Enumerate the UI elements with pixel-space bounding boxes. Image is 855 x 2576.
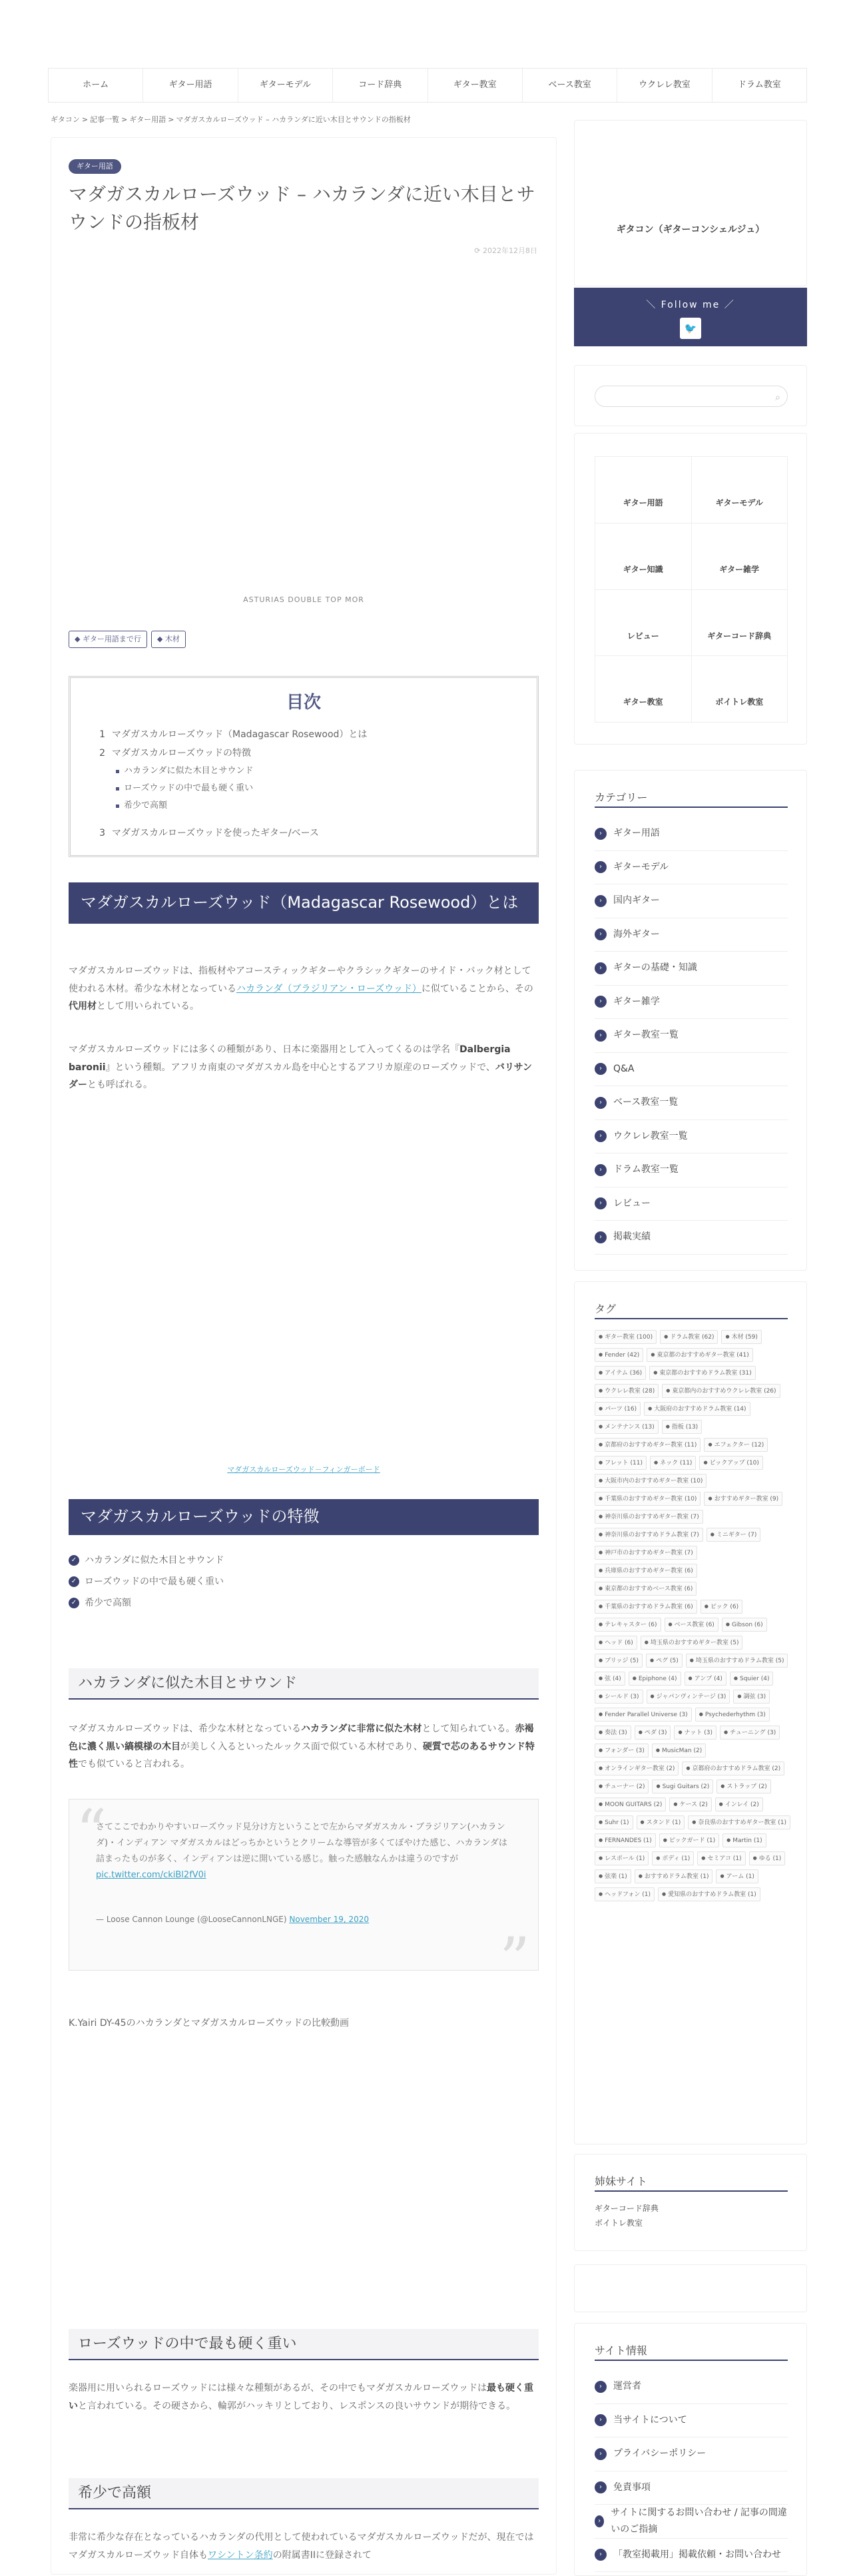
tag-chip[interactable]: ● Squier (4) — [730, 1672, 774, 1686]
breadcrumb-item: マダガスカルローズウッド – ハカランダに近い木目とサウンドの指板材 — [176, 115, 411, 124]
tag-chip[interactable]: ● 京都府のおすすめドラム教室 (2) — [682, 1762, 784, 1775]
category-list — [595, 817, 788, 1255]
section-heading: マダガスカルローズウッド（Madagascar Rosewood）とは — [69, 882, 539, 924]
category-label: 海外ギター — [613, 928, 660, 940]
category-label: ギターモデル — [613, 861, 669, 872]
nav-item[interactable]: ベース教室 — [523, 69, 617, 102]
tag-chip[interactable]: ● ゆる (1) — [749, 1851, 786, 1865]
sister-site-link[interactable]: ギターコード辞典 — [595, 2204, 659, 2213]
sister-site-link[interactable]: ボイトレ教室 — [595, 2218, 643, 2228]
tag-chip[interactable]: ● ナット (3) — [674, 1726, 716, 1740]
tag-chip[interactable]: ● FERNANDES (1) — [595, 1833, 656, 1847]
tag-chip[interactable]: ● ベース教室 (6) — [665, 1618, 718, 1632]
tag-icon: ◆ — [156, 635, 165, 643]
tag-chip[interactable]: ● ウクレレ教室 (28) — [595, 1384, 659, 1398]
toc-num: 1 — [99, 729, 105, 740]
breadcrumb-separator: > — [81, 115, 89, 124]
chevron-right-icon: › — [595, 1097, 607, 1109]
tag-chip[interactable]: ● フレット (11) — [595, 1456, 647, 1470]
breadcrumb-item[interactable]: 記事一覧 — [90, 115, 120, 124]
site-info-title: サイト情報 — [595, 2344, 788, 2361]
toc-label: マダガスカルローズウッドを使ったギター/ベース — [112, 827, 319, 838]
paragraph — [69, 1041, 539, 1094]
toc-num: 3 — [99, 827, 105, 838]
paragraph — [69, 2529, 539, 2564]
tag-chip[interactable]: ● 調弦 (3) — [733, 1690, 770, 1704]
tag-chip[interactable]: ● ヘッド (6) — [595, 1636, 637, 1650]
publish-date: ⟳ 2022年12月8日 — [474, 246, 537, 255]
site-info-list — [595, 2370, 788, 2572]
global-nav — [48, 68, 807, 103]
tag-chip[interactable]: ● チューニング (3) — [720, 1726, 780, 1740]
nav-item[interactable]: ウクレレ教室 — [617, 69, 712, 102]
tag-chip[interactable]: ● ブリッジ (5) — [595, 1654, 643, 1668]
toc-subitem[interactable]: ローズウッドの中で最も硬く重い — [91, 780, 517, 797]
tag-chip[interactable]: ● セミアコ (1) — [697, 1851, 745, 1865]
category-label: ベース教室一覧 — [613, 1097, 679, 1108]
checklist-item — [69, 1550, 539, 1571]
tag-chip[interactable]: ● ジャパンヴィンテージ (3) — [647, 1690, 730, 1704]
chevron-right-icon: › — [595, 1164, 607, 1176]
quote-body: さてここでわかりやすいローズウッド見分け方ということで左からマダガスカル・ブラジリアン(ハカランダ)・インディアン マダガスカルはどっちかというとクリームな導管が多くてぼやけた感じ、ハカランダは詰まったものが多く、インディアンは逆に開いている感じ。触った感触なんかは違うのですが — [96, 1822, 507, 1865]
tag-chip[interactable]: ● スタンド (1) — [637, 1815, 685, 1829]
grid-menu-item[interactable]: ギター教室 — [595, 656, 692, 723]
toc-label: マダガスカルローズウッド（Madagascar Rosewood）とは — [112, 729, 368, 740]
grid-menu — [595, 456, 788, 723]
table-of-contents — [69, 676, 539, 857]
checklist-label: 希少で高額 — [85, 1598, 131, 1608]
category-label: Q&A — [613, 1063, 635, 1074]
tag-chip[interactable]: ● 木材 (59) — [721, 1330, 761, 1344]
tag-chip[interactable]: ● ヘッドフォン (1) — [595, 1887, 655, 1901]
sister-sites-title: 姉妹サイト — [595, 2174, 788, 2192]
bold-text: ハカランダに非常に似た木材 — [301, 1724, 422, 1734]
tag-button[interactable] — [151, 631, 186, 648]
search-input[interactable] — [595, 386, 788, 407]
category-label: ウクレレ教室一覧 — [613, 1130, 688, 1141]
toc-item[interactable] — [91, 744, 517, 763]
quote-text — [96, 1819, 511, 1883]
tags-widget — [574, 1281, 807, 2144]
text-run: に似ていることから、その — [421, 983, 533, 994]
text-run: マダガスカルローズウッドは、希少な木材となっている — [69, 1724, 302, 1734]
category-label: レビュー — [613, 1197, 651, 1209]
category-item[interactable] — [595, 884, 788, 918]
chevron-right-icon: › — [595, 895, 607, 907]
category-label: ギター用語 — [613, 828, 660, 839]
nav-item[interactable]: ギター教室 — [428, 69, 523, 102]
tag-chip[interactable]: ● ペダ (3) — [635, 1726, 671, 1740]
tag-chip[interactable]: ● アンプ (4) — [685, 1672, 726, 1686]
bold-text: 硬質で芯のあるサウンド特性 — [69, 1741, 535, 1770]
tag-chip[interactable]: ● ボディ (1) — [652, 1851, 694, 1865]
paragraph — [69, 962, 539, 1016]
tag-chip[interactable]: ● 愛知県のおすすめドラム教室 (1) — [658, 1887, 760, 1901]
tag-chip[interactable]: ● Sugi Guitars (2) — [652, 1779, 713, 1793]
breadcrumb-separator: > — [168, 115, 174, 124]
chevron-right-icon: › — [595, 2549, 607, 2561]
category-label: ギターの基礎・知識 — [613, 962, 697, 974]
toc-subitem[interactable]: ハカランダに似た木目とサウンド — [91, 763, 517, 780]
sister-sites-widget — [574, 2154, 807, 2251]
image-caption-link[interactable]: マダガスカルローズウッド－フィンガーボード — [227, 1465, 380, 1474]
open-quote-icon: “ — [76, 1797, 107, 1867]
tag-chip[interactable]: ● MusicMan (2) — [652, 1744, 706, 1758]
grid-menu-item[interactable]: ギターモデル — [692, 457, 788, 523]
tag-chip[interactable]: ● 東京都のおすすめベース教室 (6) — [595, 1582, 697, 1596]
tag-chip[interactable]: ● 埼玉県のおすすめドラム教室 (5) — [686, 1654, 788, 1668]
site-info-item[interactable] — [595, 2471, 788, 2505]
nav-item[interactable]: ギター用語 — [143, 69, 238, 102]
text-run: が美しく入るといったルックス面で似ている木材であり、 — [180, 1741, 423, 1752]
category-item[interactable] — [595, 851, 788, 885]
check-icon: ✓ — [69, 1598, 79, 1608]
tag-chip[interactable]: ● 神戸市のおすすめギター教室 (7) — [595, 1546, 697, 1560]
tag-chip[interactable]: ● ペグ (5) — [646, 1654, 683, 1668]
text-run: と言われている。その硬さから、輪郭がハッキリとしており、レスポンスの良いサウンドが期待できる。 — [78, 2400, 516, 2412]
tag-chip[interactable]: ● アイテム (36) — [595, 1366, 646, 1380]
tag-chip[interactable]: ● おすすめドラム教室 (1) — [635, 1869, 713, 1883]
hero-image-caption: ASTURIAS DOUBLE TOP MOR — [243, 595, 364, 604]
category-badge[interactable]: ギター用語 — [69, 159, 121, 174]
close-quote-icon: ” — [499, 1925, 530, 1995]
tag-chip[interactable]: ● 千葉県のおすすめギター教室 (10) — [595, 1492, 701, 1506]
chevron-right-icon: › — [595, 2381, 607, 2393]
tweet-image-link[interactable]: pic.twitter.com/ckiBl2fV0i — [96, 1870, 206, 1881]
category-label: 掲載実績 — [613, 1231, 651, 1243]
tag-chip[interactable]: ● ドラム教室 (62) — [660, 1330, 718, 1344]
tag-chip[interactable]: ● 大阪市内のおすすめギター教室 (10) — [595, 1474, 707, 1488]
breadcrumb-item[interactable]: ギター用語 — [129, 115, 166, 124]
checklist-label: ハカランダに似た木目とサウンド — [85, 1555, 224, 1566]
grid-menu-item[interactable]: レビュー — [595, 590, 692, 657]
breadcrumb-item[interactable]: ギタコン — [51, 115, 80, 124]
tag-chip[interactable]: ● Epiphone (4) — [629, 1672, 681, 1686]
grid-menu-item[interactable]: ギター用語 — [595, 457, 692, 523]
categories-title: カテゴリー — [595, 791, 788, 808]
paragraph — [69, 1720, 539, 1773]
inline-link[interactable]: ハカランダ（ブラジリアン・ローズウッド） — [236, 983, 422, 994]
category-label: ギター教室一覧 — [613, 1030, 679, 1041]
inline-link[interactable]: ワシントン条約 — [208, 2549, 273, 2561]
chevron-right-icon: › — [595, 2481, 607, 2493]
text-run: 非常に希少な存在となっているハカランダの代用として使われているマダガスカルローズウッドだが、現在ではマダガスカルローズウッド自体も — [69, 2532, 534, 2561]
text-run: マダガスカルローズウッドは、指板材やアコースティックギターやクラシックギターのサイド・バック材として使われる木材。希少な木材となっている — [69, 966, 531, 994]
toc-subitem[interactable]: 希少で高額 — [91, 797, 517, 814]
bold-text: Dalbergia baronii — [69, 1044, 511, 1073]
tag-chip[interactable]: ● おすすめギター教室 (9) — [704, 1492, 782, 1506]
tag-chip[interactable]: ● チューナー (2) — [595, 1779, 649, 1793]
bold-text: 最も硬く重い — [69, 2383, 534, 2412]
grid-menu-item[interactable]: ギター雑学 — [692, 523, 788, 590]
tag-chip[interactable]: ● 奈良県のおすすめギター教室 (1) — [688, 1815, 790, 1829]
tag-button[interactable] — [69, 631, 147, 648]
tag-chip[interactable]: ● レスポール (1) — [595, 1851, 649, 1865]
subsection-heading: ハカランダに似た木目とサウンド — [69, 1668, 539, 1700]
text-run: として知られている。 — [422, 1724, 515, 1734]
category-item[interactable] — [595, 986, 788, 1020]
tag-cloud — [595, 1330, 792, 1901]
chevron-right-icon: › — [595, 2448, 607, 2460]
toc-item[interactable] — [91, 824, 517, 842]
grid-menu-item[interactable]: ギター知識 — [595, 523, 692, 590]
category-item[interactable] — [595, 1187, 788, 1221]
paragraph — [69, 2380, 539, 2415]
tag-chip[interactable]: ● フォンダー (3) — [595, 1744, 649, 1758]
text-run: として用いられている。 — [97, 1001, 199, 1012]
subsection-heading: ローズウッドの中で最も硬く重い — [69, 2329, 539, 2360]
tag-chip[interactable]: ● ギター教室 (100) — [595, 1330, 657, 1344]
page-title: マダガスカルローズウッド – ハカランダに近い木目とサウンドの指板材 — [69, 183, 535, 233]
text-run: 』という種類。アフリカ南東のマダガスカル島を中心とするアフリカ原産のローズウッドで、 — [105, 1062, 495, 1073]
tag-chip[interactable]: ● Suhr (1) — [595, 1815, 633, 1829]
site-info-item[interactable] — [595, 2404, 788, 2438]
twitter-icon[interactable]: 🐦 — [680, 318, 701, 339]
site-info-item[interactable] — [595, 2539, 788, 2573]
category-item[interactable] — [595, 1086, 788, 1120]
tag-chip[interactable]: ● ピックアップ (10) — [699, 1456, 762, 1470]
tag-chip[interactable]: ● オンラインギター教室 (2) — [595, 1762, 679, 1775]
tag-label: 木材 — [164, 635, 180, 643]
bold-text: 赤褐色に濃く黒い縞模様の木目 — [69, 1724, 534, 1752]
check-icon: ✓ — [69, 1576, 79, 1587]
tag-chip[interactable]: ● メンテナンス (13) — [595, 1420, 659, 1434]
tag-chip[interactable]: ● 東京都のおすすめドラム教室 (31) — [649, 1366, 755, 1380]
bold-text: 代用材 — [69, 1001, 97, 1012]
chevron-right-icon: › — [595, 828, 607, 840]
tag-chip[interactable]: ● 大阪府のおすすめドラム教室 (14) — [644, 1402, 750, 1416]
bold-text: バリサンダー — [69, 1062, 532, 1091]
tag-chip[interactable]: ● ピックガード (1) — [659, 1833, 719, 1847]
site-info-label: 当サイトについて — [613, 2414, 687, 2425]
quote-source — [96, 1913, 511, 1927]
nav-item[interactable]: ドラム教室 — [737, 80, 781, 90]
chevron-right-icon: › — [595, 1197, 607, 1209]
chevron-right-icon: › — [595, 996, 607, 1008]
tags-title: タグ — [595, 1302, 788, 1319]
grid-menu-item[interactable]: ボイトレ教室 — [692, 656, 788, 723]
tag-chip[interactable]: ● 東京都のおすすめギター教室 (41) — [647, 1348, 752, 1362]
tag-chip[interactable]: ● ミニギター (7) — [707, 1528, 761, 1542]
text-run: 楽器用に用いられるローズウッドには様々な種類があるが、その中でもマダガスカルローズウッドは — [69, 2383, 487, 2394]
site-info-label: プライバシーポリシー — [613, 2448, 707, 2459]
category-item[interactable] — [595, 817, 788, 851]
chevron-right-icon: › — [595, 2515, 604, 2527]
checklist-label: ローズウッドの中で最も硬く重い — [85, 1576, 224, 1587]
tag-label: ギター用語まで行 — [82, 635, 141, 643]
breadcrumb — [51, 113, 570, 127]
quote-author: — Loose Cannon Lounge (@LooseCannonLNGE) — [96, 1915, 287, 1925]
site-info-item[interactable] — [595, 2370, 788, 2404]
category-label: ドラム教室一覧 — [613, 1164, 679, 1175]
tag-chip[interactable]: ● Gibson (6) — [722, 1618, 767, 1632]
chevron-right-icon: › — [595, 1063, 607, 1075]
publish-date-text: 2022年12月8日 — [483, 246, 537, 255]
site-info-item[interactable] — [595, 2505, 788, 2539]
checklist-item — [69, 1592, 539, 1614]
category-item[interactable] — [595, 1120, 788, 1154]
toc-label: マダガスカルローズウッドの特徴 — [112, 747, 252, 759]
category-item[interactable] — [595, 952, 788, 986]
follow-label: ＼ Follow me ／ — [646, 300, 735, 310]
category-item[interactable] — [595, 1221, 788, 1255]
nav-item[interactable]: コード辞典 — [333, 69, 428, 102]
tag-chip[interactable]: ● 京都府のおすすめギター教室 (11) — [595, 1438, 701, 1452]
category-label: 国内ギター — [613, 895, 660, 906]
category-item[interactable] — [595, 1153, 788, 1187]
tag-chip[interactable]: ● インレイ (2) — [715, 1797, 763, 1811]
text-run: とも呼ばれる。 — [87, 1080, 152, 1091]
tag-chip[interactable]: ● 東京都内のおすすめウクレレ教室 (26) — [662, 1384, 780, 1398]
tweet-date-link[interactable]: November 19, 2020 — [289, 1915, 370, 1925]
embedded-tweet-quote — [69, 1797, 539, 1995]
text-run: の附属書IIに登録されて — [272, 2549, 372, 2561]
nav-item[interactable]: ギターモデル — [238, 69, 333, 102]
site-info-widget — [574, 2323, 807, 2576]
site-name-widget — [574, 120, 807, 286]
toc-item[interactable] — [91, 725, 517, 744]
sister-site-list — [595, 2201, 659, 2230]
tag-chip[interactable]: ● Psychederhythm (3) — [695, 1708, 770, 1722]
article-tags — [69, 631, 186, 648]
tag-chip[interactable]: ● 神奈川県のおすすめギター教室 (7) — [595, 1510, 703, 1524]
search-icon[interactable]: ⌕ — [775, 392, 780, 403]
tag-chip[interactable]: ● 弦 (4) — [595, 1672, 625, 1686]
tag-chip[interactable]: ● パーツ (16) — [595, 1402, 641, 1416]
tag-chip[interactable]: ● 指板 (13) — [662, 1420, 702, 1434]
tag-chip[interactable]: ● 兵庫県のおすすめギター教室 (6) — [595, 1564, 697, 1578]
chevron-right-icon: › — [595, 1231, 607, 1243]
tag-chip[interactable]: ● アーム (1) — [716, 1869, 758, 1883]
categories-widget — [574, 770, 807, 1271]
checklist-item — [69, 1571, 539, 1592]
check-icon: ✓ — [69, 1555, 79, 1566]
tag-chip[interactable]: ● ネック (11) — [650, 1456, 696, 1470]
section-heading: マダガスカルローズウッドの特徴 — [69, 1499, 539, 1535]
toc-num: 2 — [99, 747, 105, 759]
tag-chip[interactable]: ● 埼玉県のおすすめギター教室 (5) — [641, 1636, 743, 1650]
chevron-right-icon: › — [595, 861, 607, 873]
subsection-heading: 希少で高額 — [69, 2478, 539, 2509]
feature-checklist — [69, 1550, 539, 1614]
tag-chip[interactable]: ● Fender (42) — [595, 1348, 643, 1362]
chevron-right-icon: › — [595, 928, 607, 940]
site-info-label: サイトに関するお問い合わせ / 記事の間違いのご指摘 — [611, 2507, 787, 2535]
grid-menu-item[interactable]: ギターコード辞典 — [692, 590, 788, 657]
tag-chip[interactable]: ● エフェクター (12) — [704, 1438, 768, 1452]
text-run: でも似ていると言われる。 — [78, 1759, 190, 1770]
tag-chip[interactable]: ● MOON GUITARS (2) — [595, 1797, 666, 1811]
tag-chip[interactable]: ● 神奈川県のおすすめドラム教室 (7) — [595, 1528, 703, 1542]
tag-chip[interactable]: ● Fender Parallel Universe (3) — [595, 1708, 692, 1722]
chevron-right-icon: › — [595, 1130, 607, 1142]
search-widget — [574, 365, 807, 426]
chevron-right-icon: › — [595, 1030, 607, 1042]
site-info-label: 免責事項 — [613, 2481, 651, 2493]
category-item[interactable] — [595, 1053, 788, 1087]
category-label: ギター雑学 — [613, 996, 660, 1007]
tag-icon: ◆ — [75, 635, 83, 643]
article-main — [51, 137, 557, 2575]
tag-chip[interactable]: ● 奏法 (3) — [595, 1726, 631, 1740]
text-run: マダガスカルローズウッドには多くの種類があり、日本に楽器用として入ってくるのは学名『 — [69, 1044, 460, 1055]
grid-menu-widget — [574, 433, 807, 745]
site-info-label: 運営者 — [613, 2381, 641, 2392]
breadcrumb-separator: > — [121, 115, 128, 124]
tag-chip[interactable]: ● 弦楽 (1) — [595, 1869, 631, 1883]
tag-chip[interactable]: ● シールド (3) — [595, 1690, 643, 1704]
tag-chip[interactable]: ● Martin (1) — [722, 1833, 766, 1847]
toc-title: 目次 — [286, 693, 321, 713]
site-info-item[interactable] — [595, 2437, 788, 2471]
follow-me-widget — [574, 288, 807, 346]
chevron-right-icon: › — [595, 2414, 607, 2426]
tag-chip[interactable]: ● 千葉県のおすすめドラム教室 (6) — [595, 1600, 697, 1614]
empty-widget — [574, 2264, 807, 2312]
site-name[interactable]: ギタコン（ギターコンシェルジュ） — [616, 224, 765, 235]
category-item[interactable] — [595, 1019, 788, 1053]
category-item[interactable] — [595, 918, 788, 952]
video-caption: K.Yairi DY-45のハカランダとマダガスカルローズウッドの比較動画 — [69, 2018, 350, 2029]
tag-chip[interactable]: ● ストラップ (2) — [716, 1779, 771, 1793]
chevron-right-icon: › — [595, 962, 607, 974]
tag-chip[interactable]: ● ケース (2) — [669, 1797, 711, 1811]
site-info-label: 「教室掲載用」掲載依頼・お問い合わせ — [613, 2549, 781, 2560]
nav-item[interactable]: ホーム — [49, 69, 143, 102]
tag-chip[interactable]: ● ピック (6) — [701, 1600, 742, 1614]
tag-chip[interactable]: ● テレキャスター (6) — [595, 1618, 661, 1632]
